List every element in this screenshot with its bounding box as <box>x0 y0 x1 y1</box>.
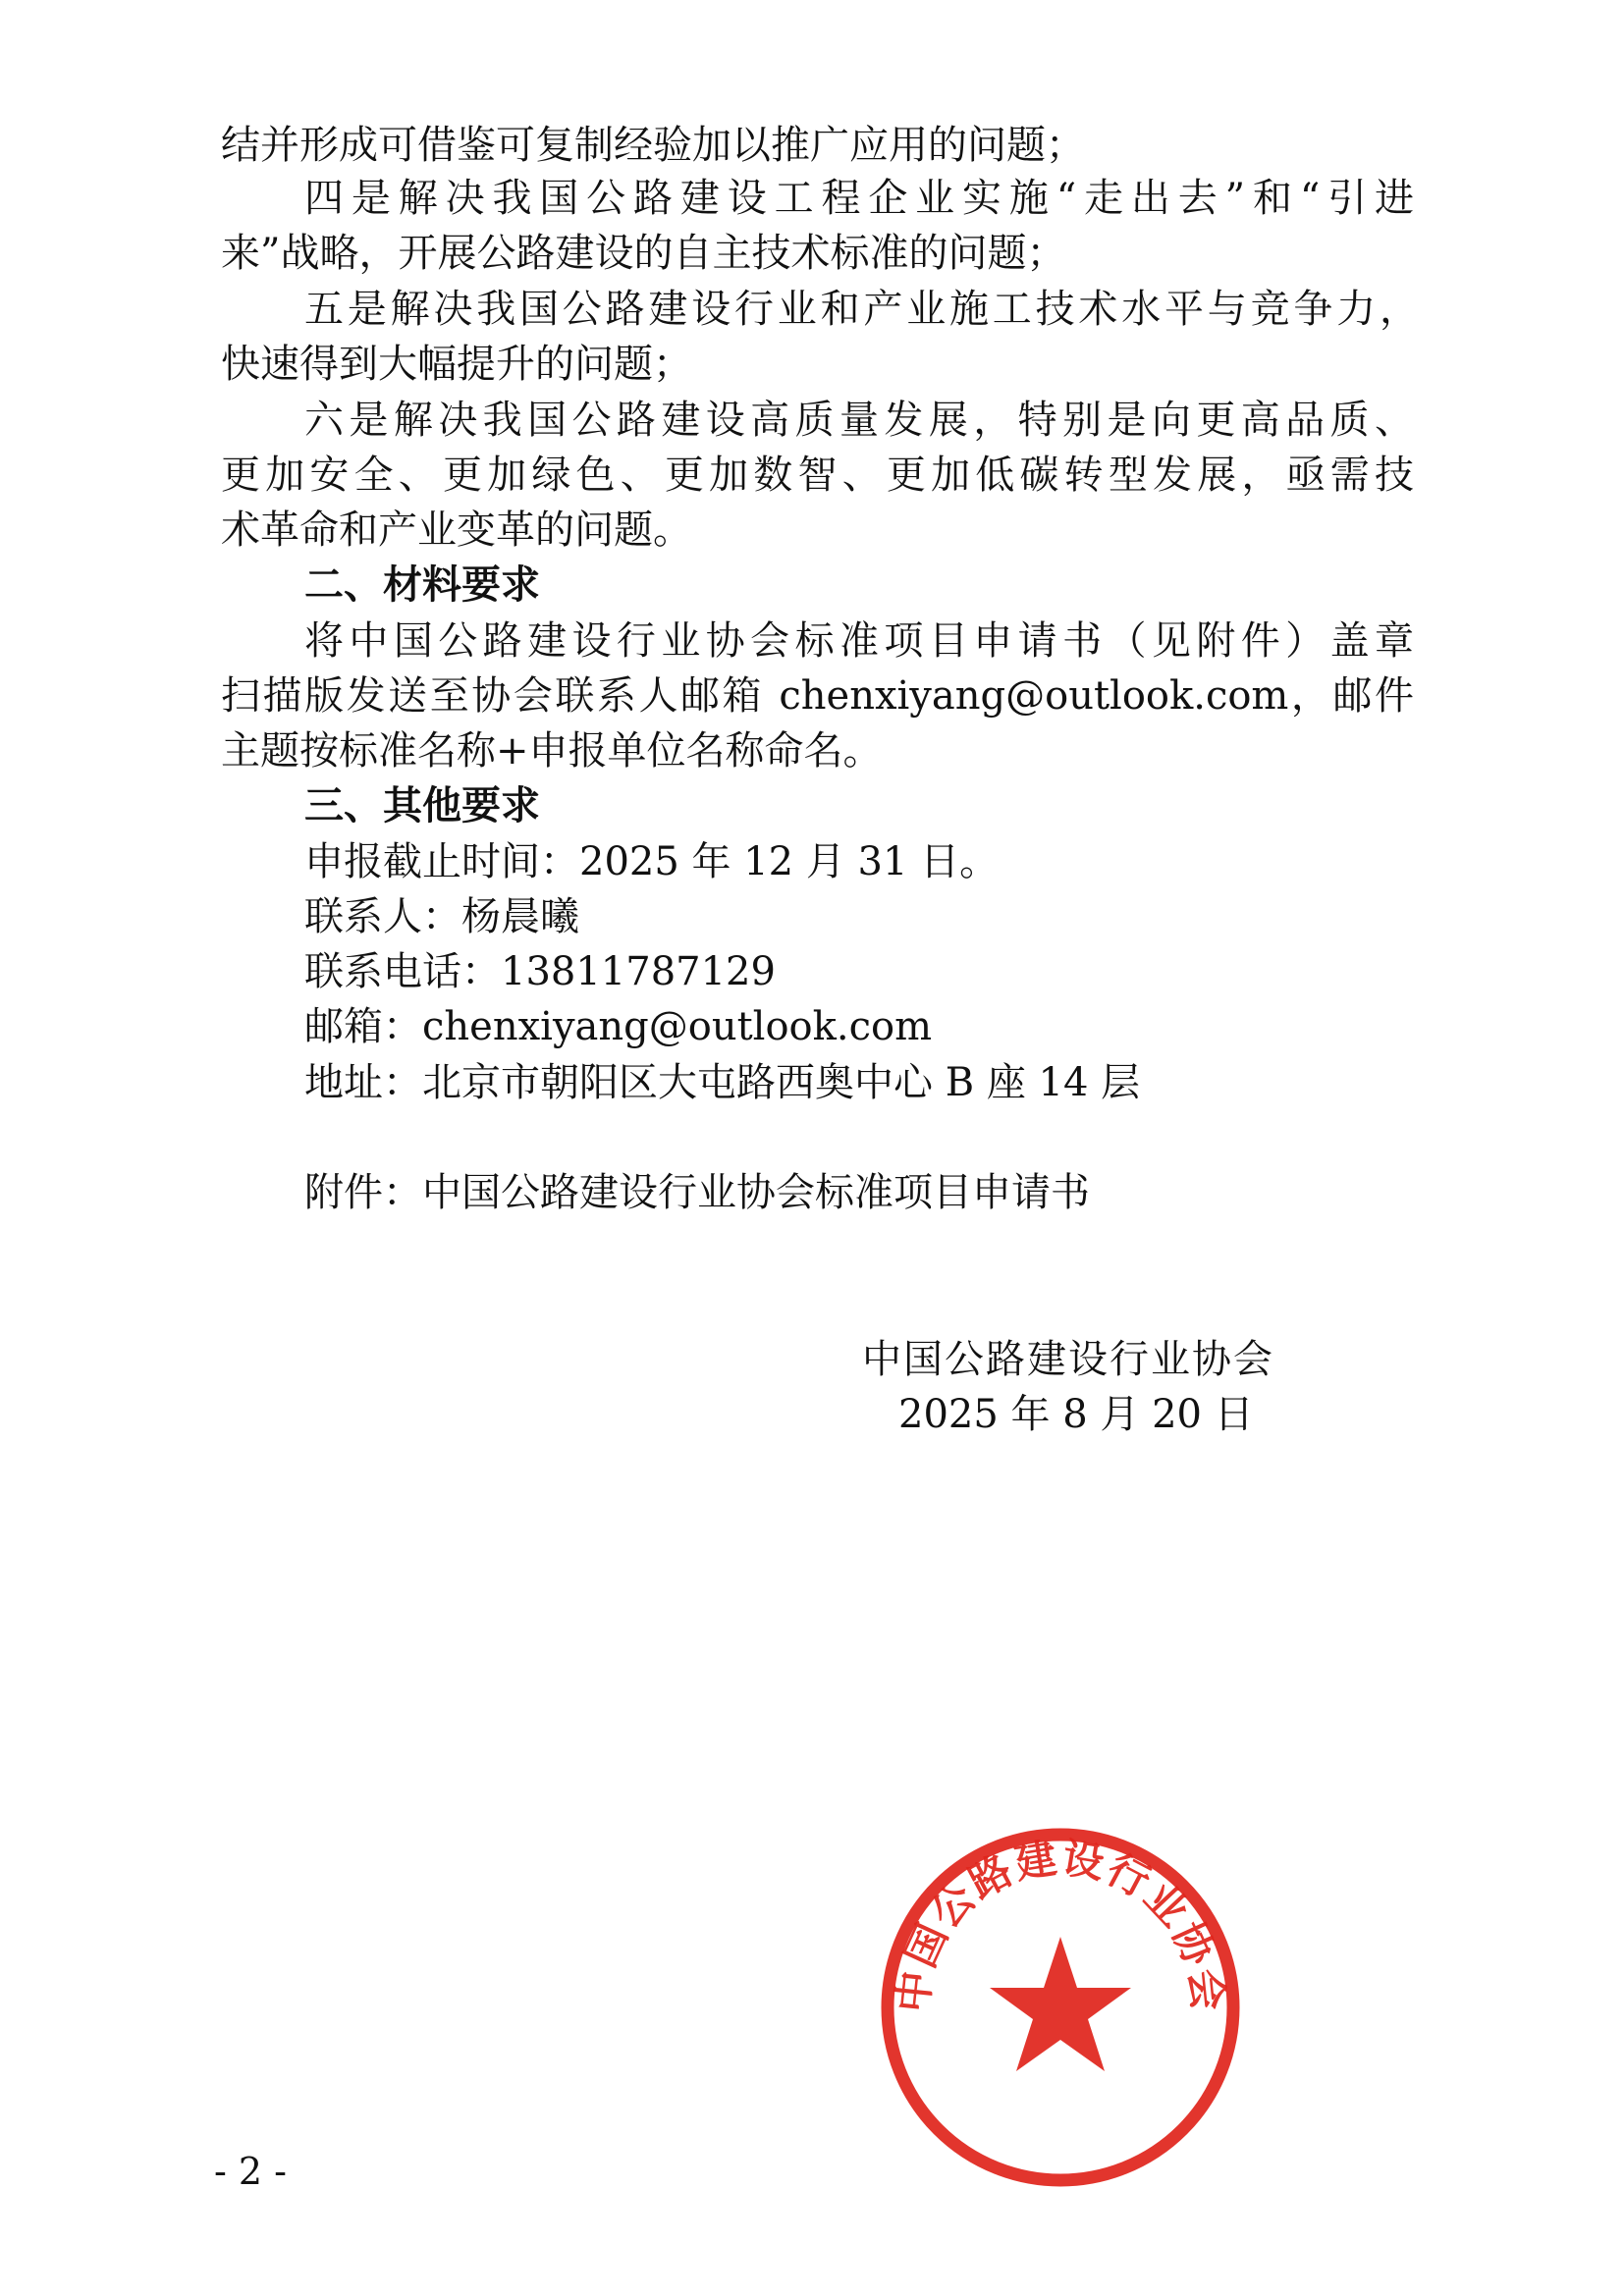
body-text-line: 更加安全、更加绿色、更加数智、更加低碳转型发展，亟需技 <box>221 453 1414 498</box>
section-heading-materials: 二、材料要求 <box>304 562 540 608</box>
body-text-line: 四是解决我国公路建设工程企业实施“走出去”和“引进 <box>304 176 1414 221</box>
body-text-line: 术革命和产业变革的问题。 <box>221 507 692 553</box>
contact-email: 邮箱：chenxiyang@outlook.com <box>304 1004 933 1049</box>
body-text-line: 结并形成可借鉴可复制经验加以推广应用的问题； <box>221 123 1085 168</box>
deadline-text: 申报截止时间：2025 年 12 月 31 日。 <box>304 839 1000 884</box>
seal-star-icon <box>990 1937 1131 2071</box>
body-text-line: 五是解决我国公路建设行业和产业施工技术水平与竞争力， <box>304 287 1419 332</box>
body-text-line: 快速得到大幅提升的问题； <box>221 342 692 387</box>
attachment-line: 附件：中国公路建设行业协会标准项目申请书 <box>304 1170 1090 1215</box>
contact-person: 联系人：杨晨曦 <box>304 894 579 939</box>
page-number: - 2 - <box>214 2150 288 2193</box>
body-text-line: 扫描版发送至协会联系人邮箱 chenxiyang@outlook.com，邮件 <box>221 673 1414 719</box>
contact-address: 地址：北京市朝阳区大屯路西奥中心 B 座 14 层 <box>304 1060 1141 1105</box>
body-text-line: 将中国公路建设行业协会标准项目申请书（见附件）盖章 <box>304 618 1414 664</box>
body-text-line: 主题按标准名称+申报单位名称命名。 <box>221 728 883 774</box>
official-seal <box>874 1821 1247 2194</box>
contact-phone: 联系电话：13811787129 <box>304 949 776 994</box>
signature-date: 2025 年 8 月 20 日 <box>898 1392 1254 1437</box>
signature-org: 中国公路建设行业协会 <box>862 1337 1274 1382</box>
body-text-line: 六是解决我国公路建设高质量发展，特别是向更高品质、 <box>304 398 1414 443</box>
body-text-line: 来”战略，开展公路建设的自主技术标准的问题； <box>221 231 1066 276</box>
section-heading-other: 三、其他要求 <box>304 783 540 828</box>
seal-text: 中国公路建设行业协会 <box>888 1833 1233 2015</box>
